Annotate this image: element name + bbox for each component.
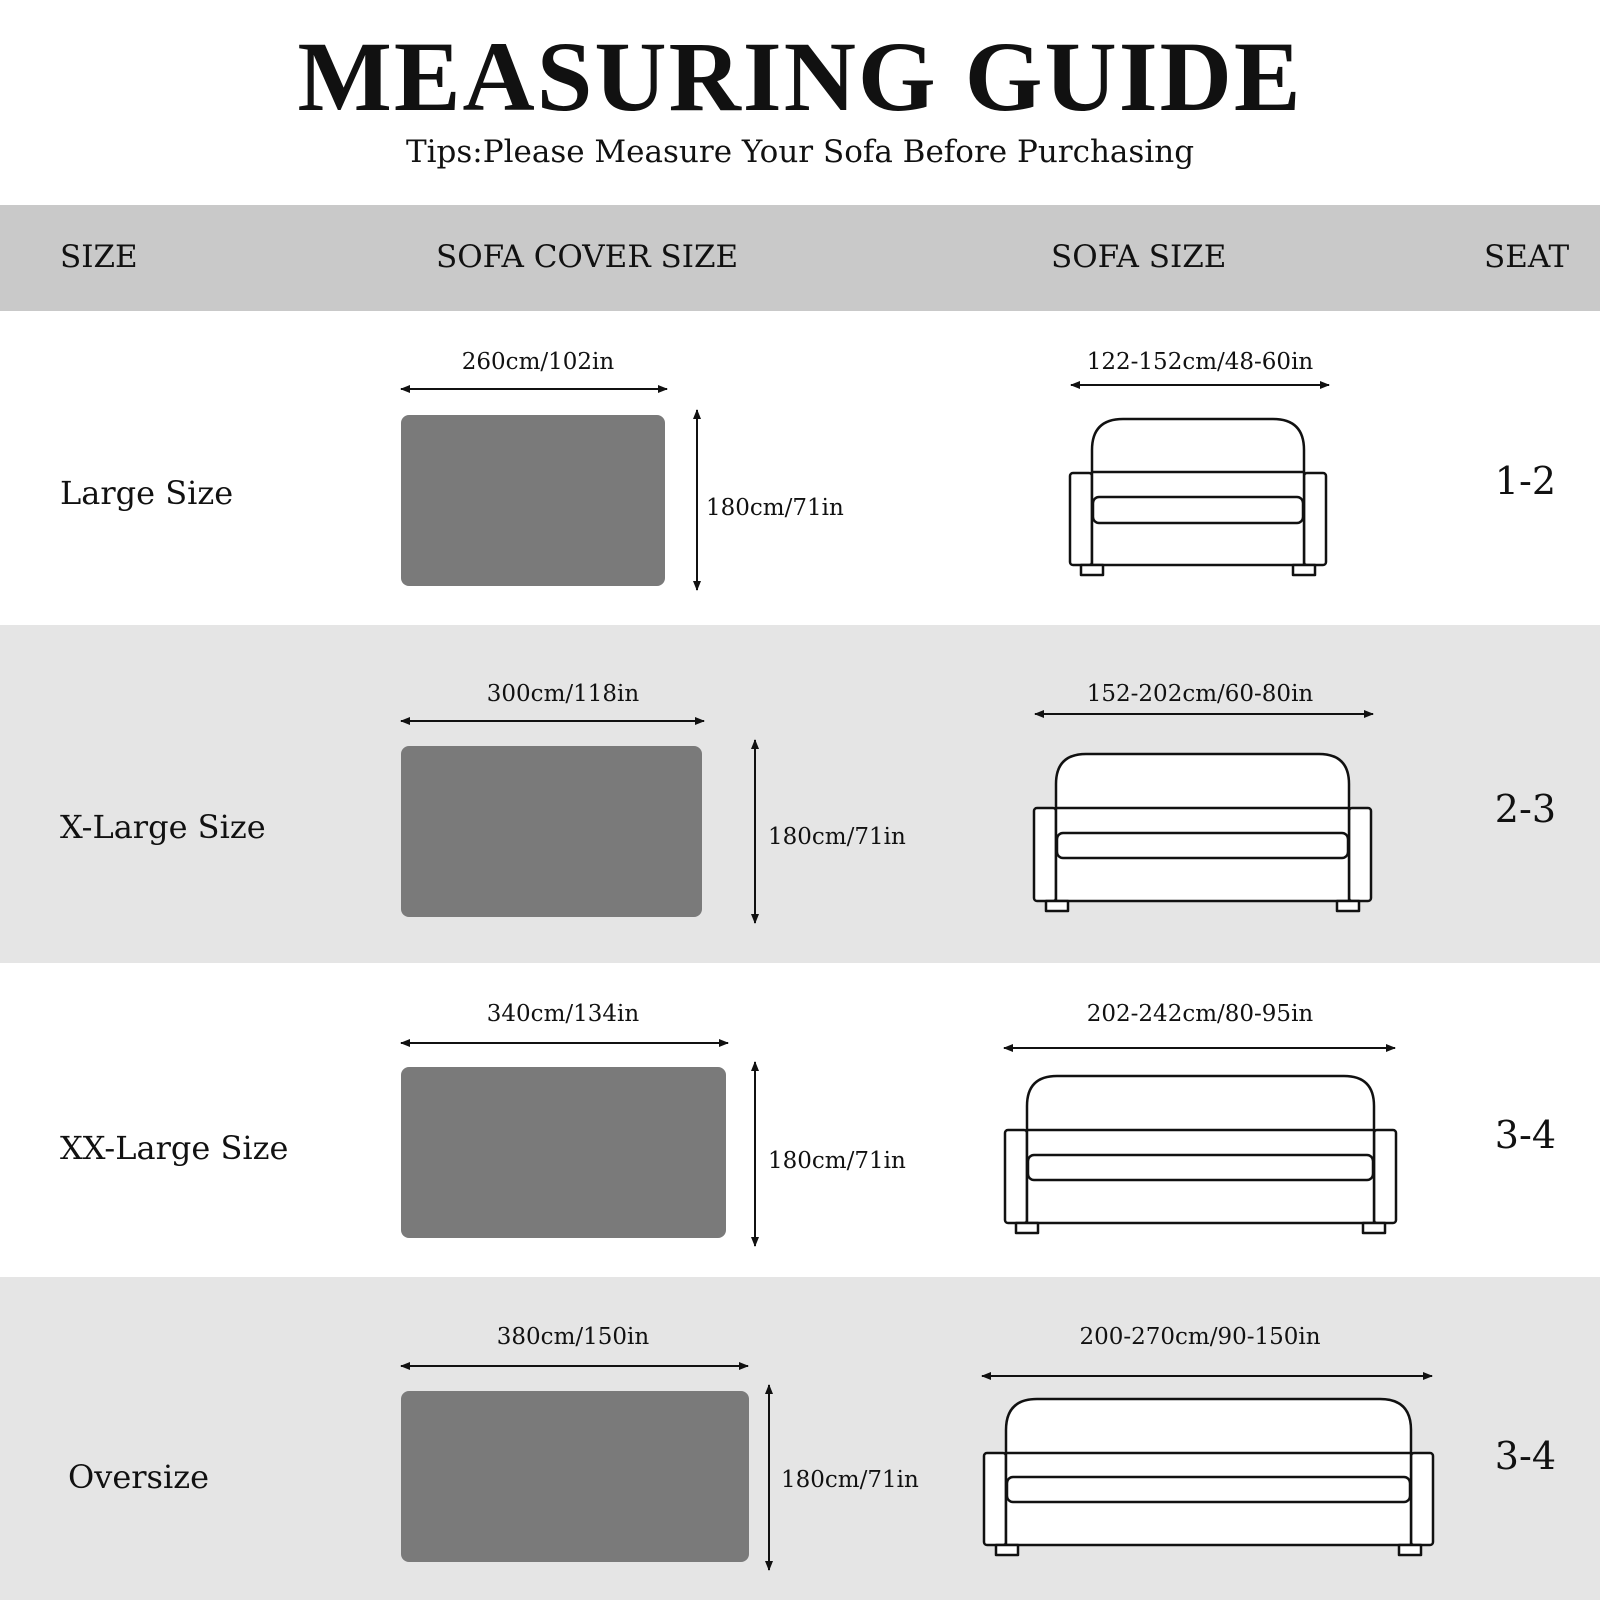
header-seat: SEAT [1484, 239, 1570, 275]
page-subtitle: Tips:Please Measure Your Sofa Before Purchasing [405, 134, 1195, 170]
cover-width-label: 340cm/134in [486, 1001, 640, 1027]
sofa-width-label: 152-202cm/60-80in [1086, 681, 1314, 707]
row-seat-value: 3-4 [1494, 1113, 1556, 1157]
sofa-icon [1034, 754, 1371, 911]
cover-height-label: 180cm/71in [706, 495, 844, 521]
cover-width-label: 300cm/118in [486, 681, 640, 707]
header-size: SIZE [60, 239, 138, 275]
header-sofa-size: SOFA SIZE [1051, 239, 1227, 275]
page-title: MEASURING GUIDE [297, 21, 1303, 132]
cover-width-label: 260cm/102in [461, 349, 615, 375]
sofa-width-label: 122-152cm/48-60in [1086, 349, 1314, 375]
row-size-label: Large Size [60, 474, 234, 512]
cover-width-label: 380cm/150in [496, 1324, 650, 1350]
cover-height-label: 180cm/71in [768, 824, 906, 850]
sofa-icon [984, 1399, 1433, 1555]
sofa-width-label: 200-270cm/90-150in [1079, 1324, 1321, 1350]
row-size-label: X-Large Size [60, 808, 266, 846]
sofa-width-label: 202-242cm/80-95in [1086, 1001, 1314, 1027]
cover-height-label: 180cm/71in [768, 1148, 906, 1174]
row-size-label: XX-Large Size [60, 1129, 289, 1167]
row-seat-value: 1-2 [1494, 459, 1556, 503]
header-cover-size: SOFA COVER SIZE [436, 239, 739, 275]
row-seat-value: 2-3 [1494, 787, 1556, 831]
row-size-label: Oversize [68, 1458, 209, 1496]
row-seat-value: 3-4 [1494, 1434, 1556, 1478]
cover-height-label: 180cm/71in [781, 1467, 919, 1493]
sofa-icon [1070, 419, 1326, 575]
sofa-icon [1005, 1076, 1396, 1233]
